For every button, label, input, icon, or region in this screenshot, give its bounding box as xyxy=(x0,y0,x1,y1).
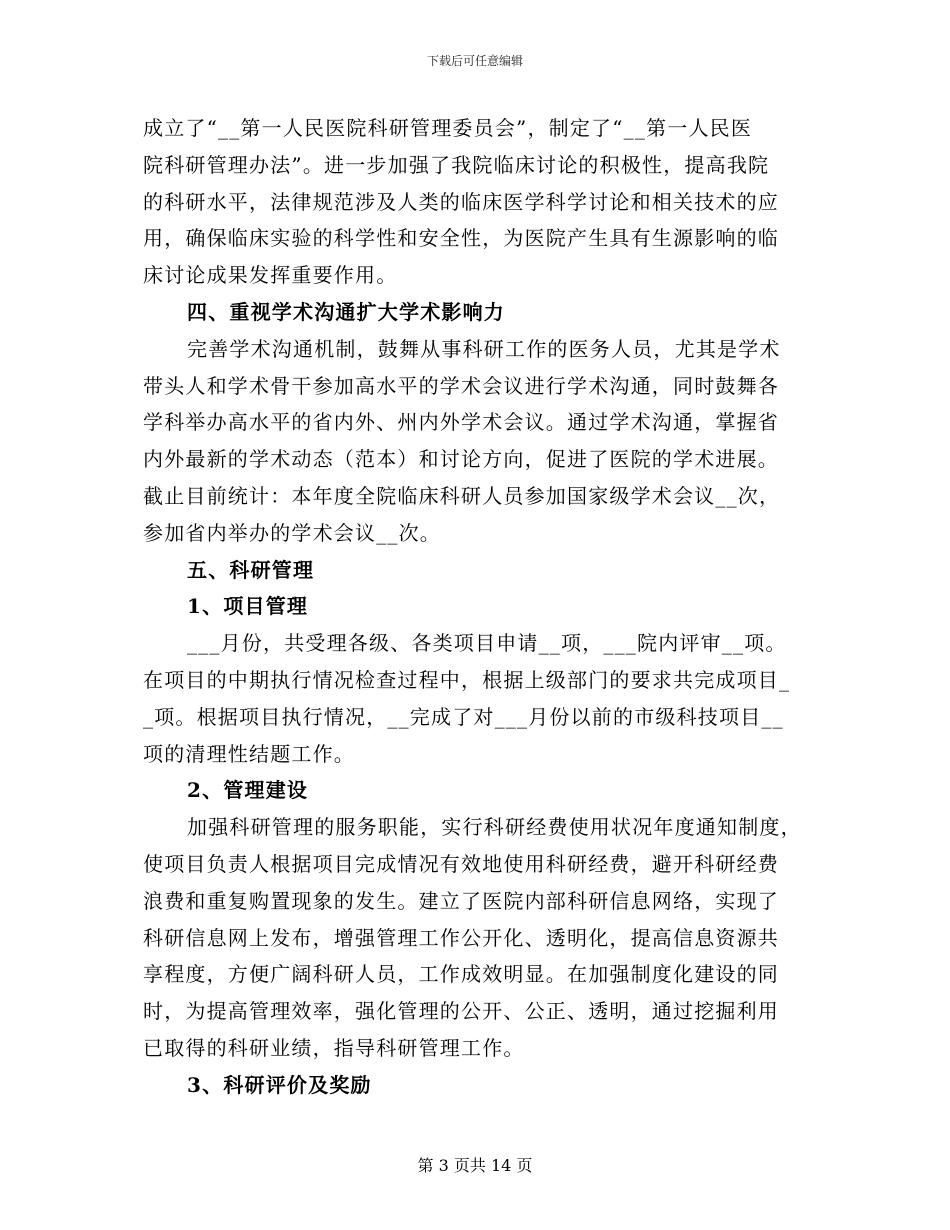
page-header: 下载后可任意编辑 xyxy=(426,54,523,68)
body-line: 成立了“__第一人民医院科研管理委员会”，制定了“__第一人民医 xyxy=(143,116,753,140)
body-line: 项的清理性结题工作。 xyxy=(143,741,355,766)
body-line: 用，确保临床实验的科学性和安全性，为医院产生具有生源影响的临 xyxy=(143,226,779,251)
body-line: 享程度，方便广阔科研人员，工作成效明显。在加强制度化建设的同 xyxy=(143,962,779,987)
body-line: ___月份，共受理各级、各类项目申请__项，___院内评审__项。 xyxy=(187,631,787,656)
section-heading: 五、科研管理 xyxy=(187,557,315,582)
body-line: 的科研水平，法律规范涉及人类的临床医学科学讨论和相关技术的应 xyxy=(143,189,779,214)
section-heading: 四、重视学术沟通扩大学术影响力 xyxy=(187,299,505,324)
document-body xyxy=(143,110,803,1104)
subsection-heading: 3、科研评价及奖励 xyxy=(187,1072,372,1097)
body-line: 在项目的中期执行情况检查过程中，根据上级部门的要求共完成项目_ xyxy=(143,667,791,692)
body-line: 床讨论成果发挥重要作用。 xyxy=(143,263,398,288)
body-line: 科研信息网上发布，增强管理工作公开化、透明化，提高信息资源共 xyxy=(143,925,779,950)
body-line: 已取得的科研业绩，指导科研管理工作。 xyxy=(143,1035,525,1060)
body-line: 院科研管理办法”。进一步加强了我院临床讨论的积极性，提高我院 xyxy=(143,152,770,177)
body-line: 参加省内举办的学术会议__次。 xyxy=(143,520,441,545)
body-line: 加强科研管理的服务职能，实行科研经费使用状况年度通知制度， xyxy=(187,815,802,840)
body-line: 完善学术沟通机制，鼓舞从事科研工作的医务人员，尤其是学术 xyxy=(187,336,781,361)
body-line: 截止目前统计：本年度全院临床科研人员参加国家级学术会议__次， xyxy=(143,483,781,508)
body-line: 时，为提高管理效率，强化管理的公开、公正、透明，通过挖掘利用 xyxy=(143,999,779,1024)
body-line: 使项目负责人根据项目完成情况有效地使用科研经费，避开科研经费 xyxy=(143,851,779,876)
body-line: 学科举办高水平的省内外、州内外学术会议。通过学术沟通，掌握省 xyxy=(143,410,779,435)
page-number: 第 3 页共 14 页 xyxy=(417,1156,533,1175)
subsection-heading: 2、管理建设 xyxy=(187,778,309,803)
body-line: 内外最新的学术动态（范本）和讨论方向，促进了医院的学术进展。 xyxy=(143,447,779,472)
subsection-heading: 1、项目管理 xyxy=(187,594,309,619)
body-line: 浪费和重复购置现象的发生。建立了医院内部科研信息网络，实现了 xyxy=(143,888,779,913)
body-line: 带头人和学术骨干参加高水平的学术会议进行学术沟通，同时鼓舞各 xyxy=(143,373,779,398)
body-line: _项。根据项目执行情况，__完成了对___月份以前的市级科技项目__ xyxy=(143,704,784,729)
